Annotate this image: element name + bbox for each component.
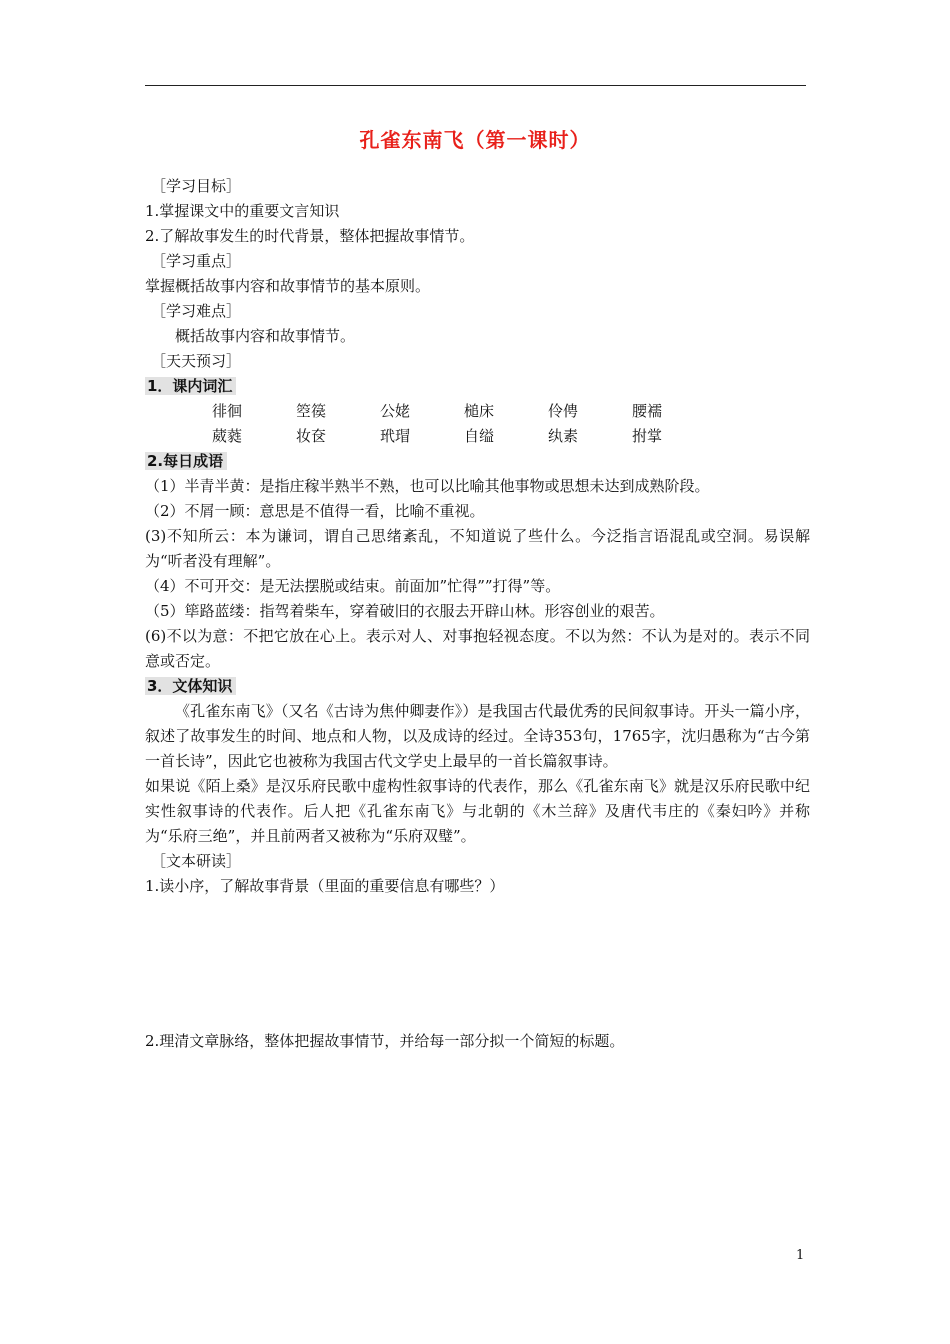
vocab-word: 拊掌 bbox=[632, 427, 663, 445]
vocab-word: 箜篌 bbox=[296, 402, 327, 420]
idiom-item: (3)不知所云：本为谦词，谓自己思绪紊乱，不知道说了些什么。今泛指言语混乱或空洞。易误解为“听者没有理解”。 bbox=[145, 527, 810, 570]
document-body bbox=[145, 174, 810, 1054]
idiom-item: （4）不可开交：是无法摆脱或结束。前面加”忙得””打得”等。 bbox=[145, 577, 561, 595]
vocab-word: 纨素 bbox=[548, 427, 579, 445]
page-number: 1 bbox=[796, 1248, 805, 1263]
idiom-item: （2）不屑一顾：意思是不值得一看，比喻不重视。 bbox=[145, 502, 485, 520]
vocab-word: 妆奁 bbox=[296, 427, 327, 445]
vocab-word: 公姥 bbox=[380, 402, 411, 420]
objective-item: 1.掌握课文中的重要文言知识 bbox=[145, 202, 340, 220]
genre-heading: 3．文体知识 bbox=[145, 674, 810, 699]
vocab-word: 自缢 bbox=[464, 427, 495, 445]
answer-space bbox=[145, 899, 810, 1029]
vocab-word: 玳瑁 bbox=[380, 427, 411, 445]
vocab-word: 伶俜 bbox=[548, 402, 579, 420]
vocab-heading: 1．课内词汇 bbox=[145, 374, 810, 399]
reading-question: 1.读小序，了解故事背景（里面的重要信息有哪些？） bbox=[145, 877, 505, 895]
idiom-item: （1）半青半黄：是指庄稼半熟半不熟，也可以比喻其他事物或思想未达到成熟阶段。 bbox=[145, 477, 710, 495]
reading-question: 2.理清文章脉络，整体把握故事情节，并给每一部分拟一个简短的标题。 bbox=[145, 1032, 625, 1050]
genre-paragraph: 《孔雀东南飞》（又名《古诗为焦仲卿妻作》）是我国古代最优秀的民间叙事诗。开头一篇小序，叙述了故事发生的时间、地点和人物，以及成诗的经过。全诗353句，1765字，沈归愚称为“古今第一首长诗”，因此它也被称为我国古代文学史上最早的一首长篇叙事诗。 bbox=[145, 702, 810, 770]
vocab-word: 槌床 bbox=[464, 402, 495, 420]
vocab-word: 徘徊 bbox=[212, 402, 243, 420]
objectives-label: ［学习目标］ bbox=[151, 177, 242, 195]
page-title: 孔雀东南飞（第一课时） bbox=[359, 128, 591, 152]
difficulty-label: ［学习难点］ bbox=[151, 302, 242, 320]
header-rule bbox=[145, 85, 806, 86]
vocab-row bbox=[145, 424, 810, 449]
reading-label: ［文本研读］ bbox=[151, 852, 242, 870]
key-point-text: 掌握概括故事内容和故事情节的基本原则。 bbox=[145, 277, 431, 295]
difficulty-text: 概括故事内容和故事情节。 bbox=[175, 327, 356, 345]
objective-item: 2.了解故事发生的时代背景，整体把握故事情节。 bbox=[145, 227, 475, 245]
key-point-label: ［学习重点］ bbox=[151, 252, 242, 270]
idiom-item: (6)不以为意：不把它放在心上。表示对人、对事抱轻视态度。不以为然：不认为是对的。表示不同意或否定。 bbox=[145, 627, 810, 670]
vocab-word: 腰襦 bbox=[632, 402, 663, 420]
vocab-word: 葳蕤 bbox=[212, 427, 243, 445]
preview-label: ［天天预习］ bbox=[151, 352, 242, 370]
idiom-heading: 2.每日成语 bbox=[145, 449, 810, 474]
genre-paragraph: 如果说《陌上桑》是汉乐府民歌中虚构性叙事诗的代表作，那么《孔雀东南飞》就是汉乐府民歌中纪实性叙事诗的代表作。后人把《孔雀东南飞》与北朝的《木兰辞》及唐代韦庄的《秦妇吟》并称为“乐府三绝”，并且前两者又被称为“乐府双璧”。 bbox=[145, 777, 810, 845]
vocab-row bbox=[145, 399, 810, 424]
idiom-item: （5）筚路蓝缕：指驾着柴车，穿着破旧的衣服去开辟山林。形容创业的艰苦。 bbox=[145, 602, 665, 620]
